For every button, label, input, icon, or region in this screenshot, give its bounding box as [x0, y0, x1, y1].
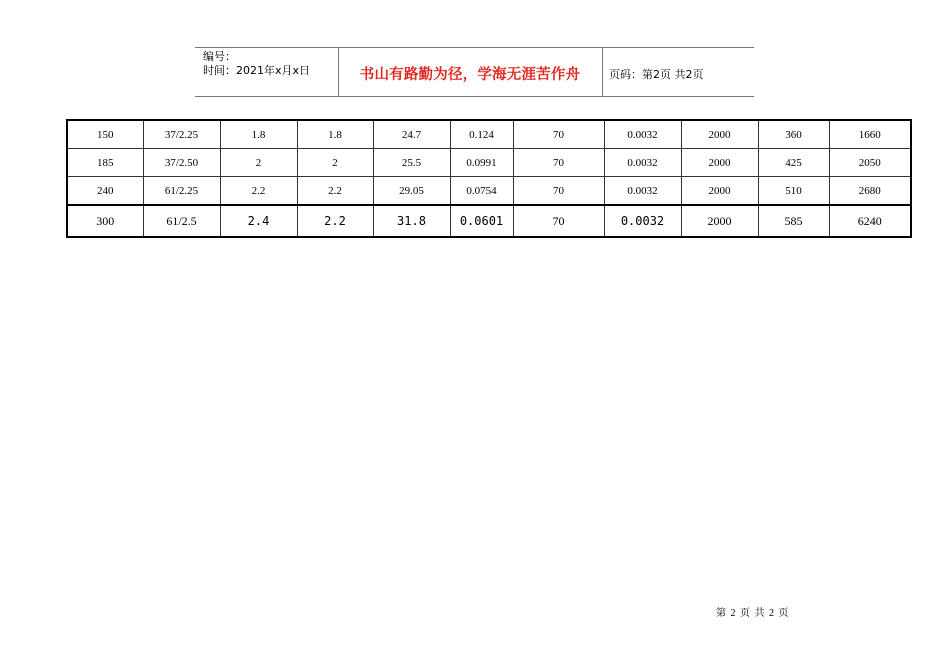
table-cell: 29.05: [373, 177, 450, 206]
table-row: [67, 205, 911, 237]
table-cell: 0.124: [450, 120, 513, 149]
table-cell: 2000: [681, 205, 758, 237]
header-top-rule: [195, 47, 754, 48]
table-cell: 61/2.5: [143, 205, 220, 237]
table-cell: 2050: [829, 149, 911, 177]
table-cell: 0.0032: [604, 149, 681, 177]
table-cell: 185: [67, 149, 143, 177]
table-cell: 31.8: [373, 205, 450, 237]
table-cell: 0.0754: [450, 177, 513, 206]
footer-page-number: 第 2 页 共 2 页: [716, 608, 790, 619]
table-cell: 1.8: [297, 120, 373, 149]
time-label: 时间：2021年x月x日: [203, 64, 311, 77]
table-cell: 510: [758, 177, 829, 206]
table-row: [67, 120, 911, 149]
table-cell: 300: [67, 205, 143, 237]
serial-label: 编号：: [203, 50, 236, 63]
table-cell: 2: [297, 149, 373, 177]
table-row: [67, 149, 911, 177]
table-cell: 2.2: [220, 177, 297, 206]
table-cell: 6240: [829, 205, 911, 237]
header-bottom-rule: [195, 96, 754, 97]
table-cell: 585: [758, 205, 829, 237]
table-cell: 2000: [681, 177, 758, 206]
table-cell: 425: [758, 149, 829, 177]
table-cell: 24.7: [373, 120, 450, 149]
table-cell: 2.2: [297, 177, 373, 206]
header-meta: [203, 50, 310, 78]
table-row: [67, 177, 911, 206]
table-cell: 1660: [829, 120, 911, 149]
header-page-info: 页码：第2页 共2页: [609, 68, 704, 81]
table-cell: 0.0991: [450, 149, 513, 177]
header-motto: 书山有路勤为径，学海无涯苦作舟: [359, 67, 581, 83]
table-cell: 0.0032: [604, 205, 681, 237]
table-cell: 150: [67, 120, 143, 149]
table-cell: 360: [758, 120, 829, 149]
table-cell: 25.5: [373, 149, 450, 177]
table-cell: 2.2: [297, 205, 373, 237]
table-cell: 2680: [829, 177, 911, 206]
table-cell: 70: [513, 177, 604, 206]
table-cell: 0.0032: [604, 177, 681, 206]
table-cell: 240: [67, 177, 143, 206]
table-cell: 1.8: [220, 120, 297, 149]
header-divider: [602, 47, 603, 97]
table-cell: 61/2.25: [143, 177, 220, 206]
table-cell: 37/2.25: [143, 120, 220, 149]
table-cell: 37/2.50: [143, 149, 220, 177]
table-cell: 2000: [681, 149, 758, 177]
table-cell: 70: [513, 120, 604, 149]
table-cell: 70: [513, 205, 604, 237]
spec-table: [66, 119, 912, 238]
table-cell: 0.0032: [604, 120, 681, 149]
table-cell: 2000: [681, 120, 758, 149]
table-cell: 2: [220, 149, 297, 177]
table-cell: 2.4: [220, 205, 297, 237]
table-cell: 70: [513, 149, 604, 177]
table-cell: 0.0601: [450, 205, 513, 237]
